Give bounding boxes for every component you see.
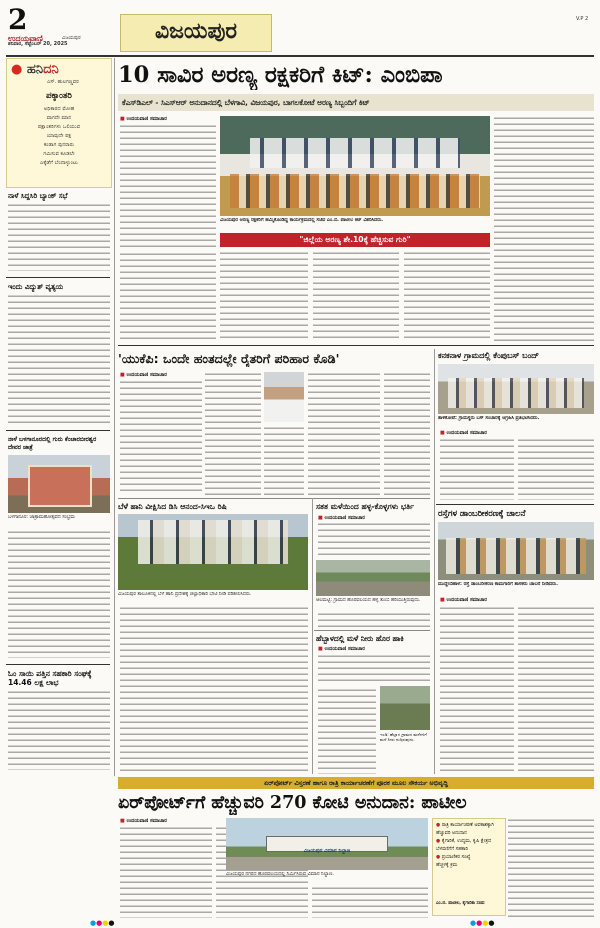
crop-inspection-photo — [118, 514, 308, 590]
bottom-byline — [120, 818, 167, 824]
flood-caption: ಆಲಮಟ್ಟಿ: ಗ್ರಾಮದ ಹೊರವಲಯದ ಹಳ್ಳ ತುಂಬಿ ಹರಿಯುತ್ತಿರುವುದು. — [316, 598, 421, 603]
lead-byline — [120, 116, 167, 122]
portrait-photo — [264, 372, 304, 422]
poem-line: ಪಕ್ಷಾಂತರಿಗಳು ಒಲಿಯುವ — [37, 124, 81, 130]
poem-line: ಕಂಡಾಗ ಪುನರಾರು — [43, 142, 75, 148]
left-story1-title: ನಾಳೆ ಸಿದ್ದಸಿರಿ ಬ್ಯಾಂಕ್ ಸಭೆ — [8, 192, 68, 200]
divider — [118, 498, 430, 499]
left-story1-body — [8, 203, 110, 271]
column-rule — [114, 58, 115, 776]
lead-subhead: ಕೆಎಸ್‌ಡಿಎಲ್ - ಸಿಎಸ್‌ಆರ್ ಅನುದಾನದಲ್ಲಿ ಬೆಳಗಾವಿ, ವಿಜಯಪುರ, ಬಾಗಲಕೋಟೆ ಅರಣ್ಯ ಸಿಬ್ಬಂದಿಗೆ ಕಿಟ್ — [122, 98, 370, 107]
lead-col1-body — [120, 124, 216, 249]
yukepi-col2-body — [205, 372, 261, 495]
divider — [314, 630, 430, 631]
temple-caption: ಬಳಗಾನೂರ: ಜಾತ್ರಾಮಹೋತ್ಸವದ ಸಂಭ್ರಮ — [8, 515, 75, 520]
bullet-icon: ● — [436, 823, 441, 828]
hebbal-caption: ಇಂಡಿ: ಹೆಬ್ಬಾಳ ಗ್ರಾಮದ ಮನೆಗಳಿಗೆ ಮಳೆ ನೀರು ನುಗ್ಗಿರುವುದು. — [380, 732, 427, 742]
byline-icon: ■ — [120, 372, 125, 378]
airport-photo — [226, 818, 428, 870]
registration-marks: ●●●● — [470, 919, 495, 927]
right-story2-byline-text: ಉದಯವಾಣಿ ಸಮಾಚಾರ — [446, 597, 487, 603]
page-corner-label: V.P 2 — [576, 16, 589, 22]
bus-protest-photo — [438, 364, 594, 414]
people-row — [250, 138, 460, 168]
poem-line: ಎಕ್ಕೆಡೆಗೆ ಬೆಂದಾಳ್ಳುಂಟು — [40, 160, 78, 166]
hani-dani-logo — [11, 62, 59, 77]
right-story2-col1 — [440, 606, 514, 774]
yukepi-byline — [120, 372, 167, 378]
lead-photo — [220, 116, 490, 216]
road-work-caption: ಮುದ್ದೇಬಿಹಾಳ: ರಸ್ತೆ ಡಾಂಬರೀಕರಣ ಕಾಮಗಾರಿಗೆ ಶಾಸಕರು ಚಾಲನೆ ನೀಡಿದರು. — [438, 582, 558, 587]
bottom-kicker-band — [118, 777, 594, 789]
rain-body — [318, 522, 430, 558]
hebbal-title: ಹೆಬ್ಬಾಳದಲ್ಲಿ ಮಳೆ ನೀರು ಹೊರ ಹಾಕಿ — [316, 634, 404, 643]
rain-byline — [318, 515, 365, 521]
yukepi-headline: 'ಯುಕೆಪಿ: ಒಂದೇ ಹಂತದಲ್ಲೇ ರೈತರಿಗೆ ಪರಿಹಾರ ಕೊಡಿ' — [118, 351, 340, 366]
bottom-col3-body — [312, 886, 428, 918]
left-story2-body — [8, 294, 110, 424]
bottom-col4-body — [508, 818, 594, 918]
divider — [6, 277, 110, 278]
page-number: 2 — [8, 3, 28, 36]
paper-name: ಉದಯವಾಣಿ — [8, 34, 43, 43]
hani-dani-poem — [7, 105, 111, 168]
right-story1-col2 — [518, 438, 594, 500]
flood-photo — [316, 560, 430, 596]
left-story4-title: ಓಂ ಸಾಯಿ ಪತ್ತಿನ ಸಹಕಾರಿ ಸಂಘಕ್ಕೆ 14.46 ಲಕ್ಷ ಲಾಭ — [8, 669, 92, 687]
poem-line: ವಾಗದೇ ಮಾನ — [46, 115, 72, 121]
section-title: ವಿಜಯಪುರ — [154, 19, 238, 44]
byline-icon: ■ — [440, 597, 445, 603]
seated-row — [230, 174, 480, 208]
masthead-rule — [6, 55, 594, 57]
left-story2-title: ಇಂದು ವಿದ್ಯುತ್ ವ್ಯತ್ಯಯ — [8, 283, 64, 291]
lead-col3-body — [313, 251, 399, 341]
info-box-footer: ಎಂ.ಬಿ. ಪಾಟೀಲ, ಕೈಗಾರಿಕಾ ಸಚಿವ — [436, 901, 485, 906]
bottom-kicker: ಏರ್‌ಪೋರ್ಟ್ ವಿಸ್ತರಣೆ ಹಾಗೂ ರಾತ್ರಿ ಕಾರ್ಯಾಚರಣೆಗೆ ಪೂರಕ ಮೂಲ ಸೌಕರ್ಯ ಅಭಿವೃದ್ಧಿ — [264, 779, 448, 787]
info-line-text: ಪ್ರಯಾಣಿಕರ ಸಂಖ್ಯೆ — [441, 855, 471, 860]
hani-dani-title: ಪಕ್ಕಾಂತರಿ — [46, 91, 72, 101]
lead-subhead-band — [118, 94, 594, 111]
hebbal-body — [318, 654, 430, 684]
bottom-info-box — [432, 818, 506, 916]
column-rule — [312, 498, 313, 774]
group-shape — [446, 538, 586, 574]
lead-photo-caption: ವಿಜಯಪುರ ಅರಣ್ಯ ರಕ್ಷಕರಿಗೆ ಹಮ್ಮಿಕೊಂಡಿದ್ದ ಕಾರ್ಯಕ್ರಮದಲ್ಲಿ ಸಚಿವ ಎಂ.ಬಿ. ಪಾಟೀಲ ಕಿಟ್ ವಿತರಿಸಿದರು. — [220, 218, 384, 223]
bottom-headline: ಏರ್‌ಪೋರ್ಟ್‌ಗೆ ಹೆಚ್ಚುವರಿ 270 ಕೋಟಿ ಅನುದಾನ: ಪಾಟೀಲ — [118, 793, 467, 813]
info-line — [436, 838, 502, 846]
yukepi-byline-text: ಉದಯವಾಣಿ ಸಮಾಚಾರ — [126, 372, 167, 378]
byline-icon: ■ — [440, 430, 445, 436]
crowd-shape — [448, 378, 584, 408]
yukepi-sub-title: ಬೆಳೆ ಹಾನಿ ವೀಕ್ಷಿಸಿದ ಡಿಸಿ ಆನಂದ-ಸಿಇಒ ರಿಷಿ — [118, 502, 227, 511]
right-story2-byline — [440, 597, 487, 603]
poem-line: ಅಧಿಕಾರದ ಮೋಹ — [43, 106, 75, 112]
brand-hani: ಹನಿ — [26, 62, 44, 77]
lead-col5-body — [494, 116, 594, 341]
rain-title: ಸತತ ಮಳೆಯಿಂದ ಹಳ್ಳ-ಕೊಳ್ಳಗಳು ಭರ್ತಿ — [316, 502, 415, 511]
lead-headline: 10 ಸಾವಿರ ಅರಣ್ಯ ರಕ್ಷಕರಿಗೆ ಕಿಟ್: ಎಂಬಿಪಾ — [118, 62, 443, 88]
hebbal-photo — [380, 686, 430, 730]
road-work-photo — [438, 522, 594, 580]
right-story2-title: ರಸ್ತೆಗಳ ಡಾಂಬರೀಕರಣಕ್ಕೆ ಚಾಲನೆ — [438, 508, 526, 518]
info-line — [436, 822, 502, 830]
section-title-box — [120, 14, 272, 52]
bullet-icon: ● — [436, 855, 441, 860]
divider — [436, 504, 594, 505]
lead-col2-body — [220, 251, 308, 341]
left-story4-body — [8, 690, 110, 770]
officials-group — [138, 520, 288, 564]
yukepi-col3-body — [264, 426, 304, 495]
info-line: ಹೆಚ್ಚುವರಿ ಅನುದಾನ — [436, 831, 467, 836]
date-line: ಶನಿವಾರ, ಸೆಪ್ಟೆಂಬರ್ 20, 2025 — [8, 41, 68, 47]
masthead — [0, 0, 600, 48]
hani-dani-box — [6, 58, 112, 188]
hebbal-body-2 — [318, 688, 376, 774]
left-story3-title: ನಾಳೆ ಬಳಗಾನೂರದಲ್ಲಿ ಗುರು ಕೆಂಚಾರಬೀರಶ್ವರ ದೇವರ ಜಾತ್ರೆ — [8, 436, 97, 451]
drop-icon: ● — [11, 62, 23, 77]
right-story1-col1 — [440, 438, 514, 500]
registration-marks: ●●●● — [90, 919, 115, 927]
right-story1-title: ಕನಕನಾಳ ಗ್ರಾಮದಲ್ಲಿ ಕೆಂಪುಬಸ್ ಬಂದ್ — [438, 351, 539, 360]
edition-tag: ವಿಜಯಪುರ — [62, 35, 81, 41]
left-story3-body — [8, 530, 110, 658]
yukepi-col5-body — [384, 372, 430, 495]
airport-caption: ವಿಜಯಪುರ ನಗರದ ಹೊರವಲಯದಲ್ಲಿ ನಿರ್ಮಿಸಿರುವ ವಿಮಾನ ನಿಲ್ದಾಣ. — [226, 872, 334, 877]
info-line-text: ರಾತ್ರಿ ಕಾರ್ಯಾಚರಣೆ ಅವಕಾಶಕ್ಕಾಗಿ — [441, 823, 494, 828]
bottom-col1-body — [120, 826, 212, 918]
lead-col1b-body — [120, 252, 216, 341]
hebbal-byline-text: ಉದಯವಾಣಿ ಸಮಾಚಾರ — [324, 646, 365, 652]
lead-byline-text: ಉದಯವಾಣಿ ಸಮಾಚಾರ — [126, 116, 167, 122]
byline-icon: ■ — [120, 818, 125, 824]
right-story2-col2 — [518, 606, 594, 774]
byline-icon: ■ — [318, 515, 323, 521]
poem-line: ಗಮಿಸುವ ಕೂಡಲೇ — [43, 151, 75, 157]
airport-sign-text: ವಿಜಯಪುರ ವಿಮಾನ ನಿಲ್ದಾಣ — [303, 848, 351, 854]
info-line: ಹೆಚ್ಚಳಕ್ಕೆ ಕ್ರಮ — [436, 863, 458, 868]
info-line — [436, 854, 502, 862]
byline-icon: ■ — [318, 646, 323, 652]
airport-sign — [266, 836, 388, 852]
yukepi-col4-body — [308, 372, 380, 495]
info-line: ಬೆಳವಣಿಗೆಗೆ ಸಹಕಾರಿ — [436, 847, 468, 852]
brand-dani: ದನಿ — [43, 62, 59, 77]
temple-shape — [28, 465, 92, 507]
byline-icon: ■ — [120, 116, 125, 122]
divider — [118, 345, 594, 346]
right-story1-byline — [440, 430, 487, 436]
lead-pull-quote-band — [220, 233, 490, 247]
column-rule — [434, 349, 435, 774]
poem-line: ಯಾವುದೇ ಪಕ್ಷ — [46, 133, 72, 139]
bus-protest-caption: ತಾಳಿಕೋಟೆ: ಗ್ರಾಮಸ್ಥರು ಬಸ್ ಸಂಚಾರಕ್ಕೆ ಆಗ್ರಹಿಸಿ ಪ್ರತಿಭಟಿಸಿದರು. — [438, 416, 540, 421]
info-box-lines — [433, 819, 505, 873]
divider — [6, 664, 110, 665]
lead-col4-body — [404, 251, 490, 341]
hani-dani-author: ಎಸ್. ಹುಲಗಣ್ಣವರ — [47, 79, 79, 85]
info-line-text: ಕೈಗಾರಿಕೆ, ಉದ್ಯಮ, ಕೃಷಿ ಕ್ಷೇತ್ರದ — [441, 839, 492, 844]
rain-body-2 — [318, 612, 430, 628]
lead-pull-quote: "ಜಿಲ್ಲೆಯ ಅರಣ್ಯ ಶೇ.10ಕ್ಕೆ ಹೆಚ್ಚಿಸುವ ಗುರಿ" — [299, 235, 411, 244]
yukepi-sub-body — [120, 606, 308, 774]
hebbal-byline — [318, 646, 365, 652]
yukepi-col1-body — [120, 380, 202, 495]
temple-photo — [8, 455, 110, 513]
bullet-icon: ● — [436, 839, 441, 844]
divider — [6, 430, 110, 431]
rain-byline-text: ಉದಯವಾಣಿ ಸಮಾಚಾರ — [324, 515, 365, 521]
crop-photo-caption: ವಿಜಯಪುರ ತಾಲೂಕಿನಲ್ಲಿ ಬೆಳೆ ಹಾನಿ ಪ್ರದೇಶಕ್ಕೆ ಜಿಲ್ಲಾಧಿಕಾರಿ ಭೇಟಿ ನೀಡಿ ಪರಿಶೀಲಿಸಿದರು. — [118, 592, 252, 597]
right-story1-byline-text: ಉದಯವಾಣಿ ಸಮಾಚಾರ — [446, 430, 487, 436]
bottom-byline-text: ಉದಯವಾಣಿ ಸಮಾಚಾರ — [126, 818, 167, 824]
